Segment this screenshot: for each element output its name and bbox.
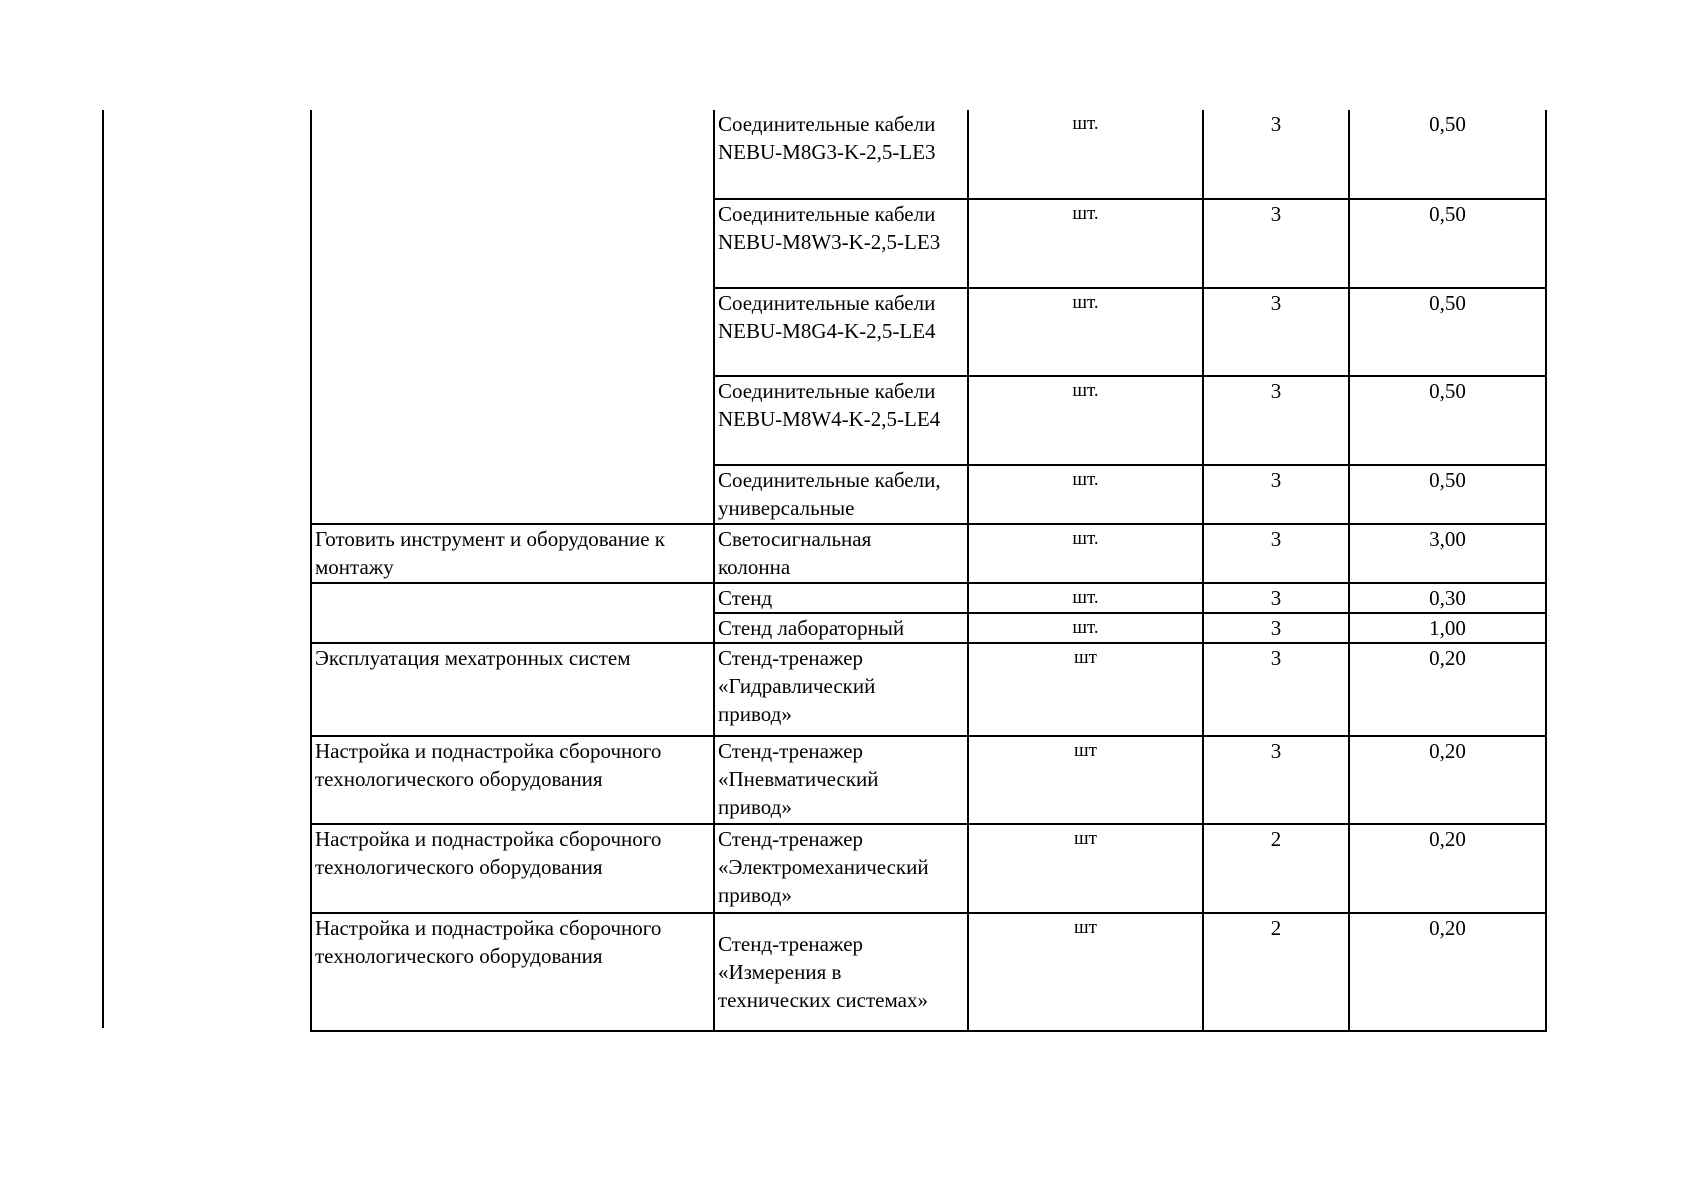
quantity-cell: 3 [1203, 613, 1349, 643]
item-line: Стенд-тренажер [718, 739, 864, 763]
page-left-rule [102, 110, 104, 1028]
item-line: Соединительные кабели [718, 112, 936, 136]
norm-cell: 0,20 [1349, 824, 1546, 913]
norm-cell: 1,00 [1349, 613, 1546, 643]
quantity-cell: 3 [1203, 288, 1349, 376]
quantity-cell: 3 [1203, 583, 1349, 613]
unit-cell: шт. [968, 199, 1203, 288]
item-cell [714, 199, 968, 288]
norm-cell: 0,50 [1349, 288, 1546, 376]
norm-cell: 0,50 [1349, 110, 1546, 199]
unit-cell: шт [968, 824, 1203, 913]
norm-cell: 3,00 [1349, 524, 1546, 583]
norm-cell: 0,50 [1349, 376, 1546, 465]
item-cell [714, 736, 968, 824]
item-cell [714, 524, 968, 583]
norm-cell: 0,20 [1349, 643, 1546, 736]
quantity-cell: 3 [1203, 376, 1349, 465]
item-line: привод» [718, 883, 792, 907]
table-row [311, 913, 1546, 1031]
item-line: универсальные [718, 496, 855, 520]
activity-cell [311, 110, 714, 524]
equipment-table [310, 110, 1547, 1032]
unit-cell: шт. [968, 613, 1203, 643]
unit-cell: шт. [968, 376, 1203, 465]
activity-cell: Настройка и поднастройка сборочного технологического оборудования [311, 736, 714, 824]
item-cell [714, 583, 968, 613]
item-line: колонна [718, 555, 791, 579]
item-line: NEBU-M8W3-K-2,5-LE3 [718, 230, 941, 254]
quantity-cell: 2 [1203, 824, 1349, 913]
item-line: Соединительные кабели, [718, 468, 941, 492]
item-line: Стенд-тренажер [718, 932, 864, 956]
table-row [311, 643, 1546, 736]
activity-cell: Настройка и поднастройка сборочного технологического оборудования [311, 824, 714, 913]
quantity-cell: 3 [1203, 643, 1349, 736]
unit-cell: шт. [968, 110, 1203, 199]
item-line: «Измерения в [718, 960, 842, 984]
item-line: технических системах» [718, 988, 928, 1012]
item-line: «Электромеханический [718, 855, 929, 879]
unit-cell: шт [968, 643, 1203, 736]
item-line: NEBU-M8G3-K-2,5-LE3 [718, 140, 936, 164]
table-row [311, 736, 1546, 824]
item-cell [714, 824, 968, 913]
item-cell [714, 110, 968, 199]
unit-cell: шт. [968, 288, 1203, 376]
activity-cell [311, 583, 714, 643]
activity-cell: Настройка и поднастройка сборочного технологического оборудования [311, 913, 714, 1031]
quantity-cell: 3 [1203, 736, 1349, 824]
table-row [311, 583, 1546, 613]
item-cell [714, 613, 968, 643]
item-line: «Пневматический [718, 767, 879, 791]
quantity-cell: 2 [1203, 913, 1349, 1031]
item-cell [714, 288, 968, 376]
item-line: Соединительные кабели [718, 379, 936, 403]
item-line: Соединительные кабели [718, 291, 936, 315]
activity-cell: Готовить инструмент и оборудование к монтажу [311, 524, 714, 583]
table-row [311, 824, 1546, 913]
norm-cell: 0,50 [1349, 199, 1546, 288]
unit-cell: шт [968, 913, 1203, 1031]
quantity-cell: 3 [1203, 199, 1349, 288]
norm-cell: 0,50 [1349, 465, 1546, 524]
item-line: «Гидравлический [718, 674, 876, 698]
norm-cell: 0,20 [1349, 736, 1546, 824]
unit-cell: шт. [968, 583, 1203, 613]
item-cell [714, 913, 968, 1031]
quantity-cell: 3 [1203, 110, 1349, 199]
item-cell [714, 376, 968, 465]
norm-cell: 0,20 [1349, 913, 1546, 1031]
item-line: NEBU-M8G4-K-2,5-LE4 [718, 319, 936, 343]
unit-cell: шт [968, 736, 1203, 824]
unit-cell: шт. [968, 465, 1203, 524]
item-cell [714, 465, 968, 524]
table-row [311, 110, 1546, 199]
item-line: Стенд-тренажер [718, 827, 864, 851]
item-line: привод» [718, 702, 792, 726]
item-line: Светосигнальная [718, 527, 872, 551]
quantity-cell: 3 [1203, 524, 1349, 583]
item-line: Стенд лабораторный [718, 616, 905, 640]
item-line: Стенд-тренажер [718, 646, 864, 670]
unit-cell: шт. [968, 524, 1203, 583]
item-cell [714, 643, 968, 736]
table-row [311, 524, 1546, 583]
quantity-cell: 3 [1203, 465, 1349, 524]
item-line: Соединительные кабели [718, 202, 936, 226]
item-line: NEBU-M8W4-K-2,5-LE4 [718, 407, 941, 431]
item-line: Стенд [718, 586, 773, 610]
norm-cell: 0,30 [1349, 583, 1546, 613]
item-line: привод» [718, 795, 792, 819]
activity-cell: Эксплуатация мехатронных систем [311, 643, 714, 736]
